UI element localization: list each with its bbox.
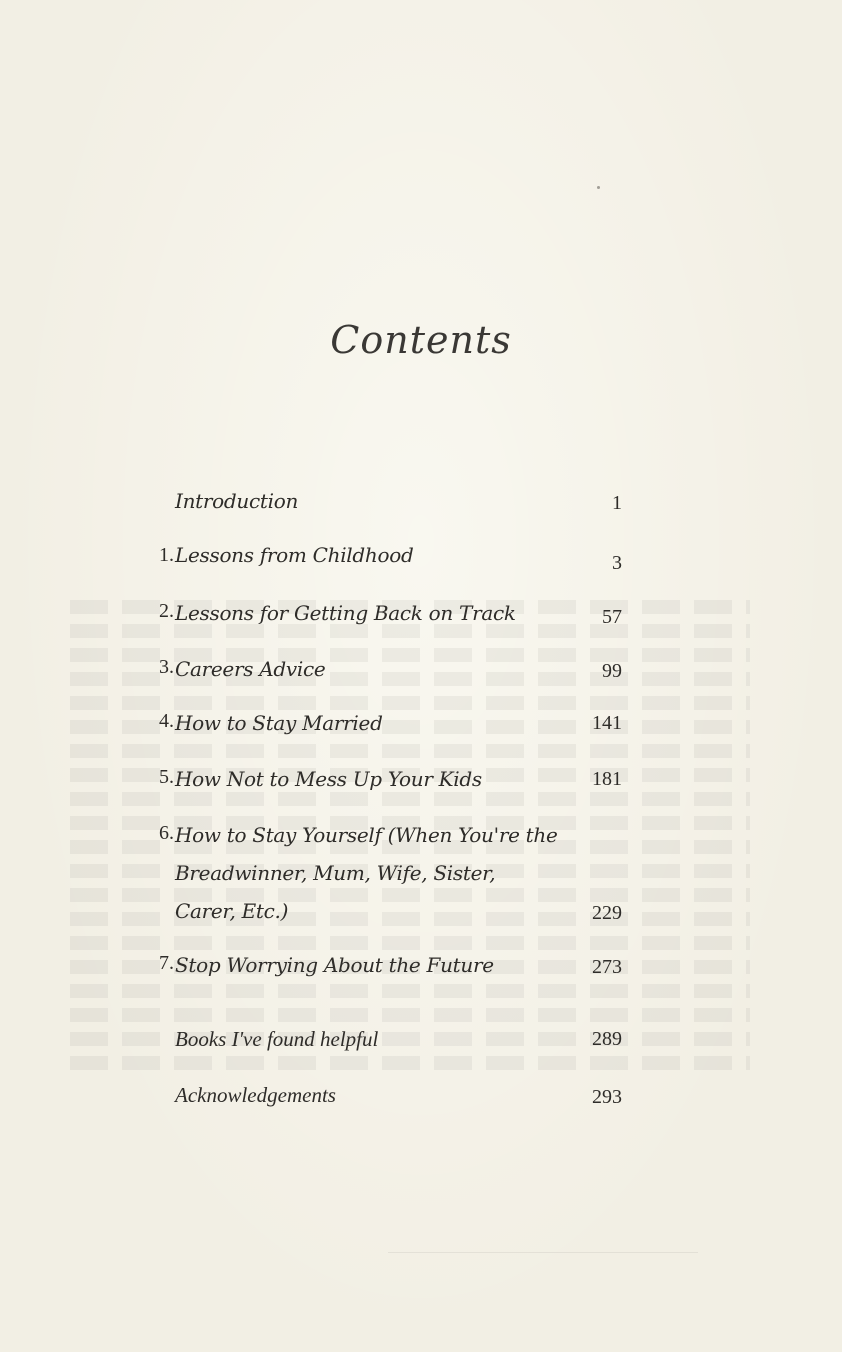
chapter-title: Lessons from Childhood xyxy=(175,543,414,567)
chapter-title: Careers Advice xyxy=(175,657,326,681)
chapter-number: 3. xyxy=(159,656,174,678)
page-number: 293 xyxy=(592,1086,622,1108)
chapter-number: 7. xyxy=(159,952,174,974)
chapter-number: 1. xyxy=(159,544,174,566)
page-number: 273 xyxy=(592,956,622,978)
page-number: 229 xyxy=(592,902,622,924)
chapter-title: Acknowledgements xyxy=(175,1083,336,1107)
chapter-number: 2. xyxy=(159,600,174,622)
chapter-title: Stop Worrying About the Future xyxy=(175,953,494,977)
chapter-number: 4. xyxy=(159,710,174,732)
chapter-title-line-2: Breadwinner, Mum, Wife, Sister, xyxy=(175,861,496,885)
page-number: 99 xyxy=(602,660,622,682)
page-number: 141 xyxy=(592,712,622,734)
faint-rule xyxy=(388,1252,698,1253)
page-number: 181 xyxy=(592,768,622,790)
chapter-title-line-1: How to Stay Yourself (When You're the xyxy=(175,823,558,847)
chapter-number: 6. xyxy=(159,822,174,844)
chapter-title: Books I've found helpful xyxy=(175,1027,379,1051)
chapter-title: Introduction xyxy=(175,489,299,513)
page-number: 1 xyxy=(612,492,622,514)
chapter-title: How Not to Mess Up Your Kids xyxy=(175,767,482,791)
chapter-title: Lessons for Getting Back on Track xyxy=(175,601,516,625)
page-number: 3 xyxy=(612,552,622,574)
contents-title: Contents xyxy=(330,318,512,362)
chapter-number: 5. xyxy=(159,766,174,788)
page-number: 57 xyxy=(602,606,622,628)
chapter-title: How to Stay Married xyxy=(175,711,383,735)
page-number: 289 xyxy=(592,1028,622,1050)
chapter-title-line-3: Carer, Etc.) xyxy=(175,899,289,923)
